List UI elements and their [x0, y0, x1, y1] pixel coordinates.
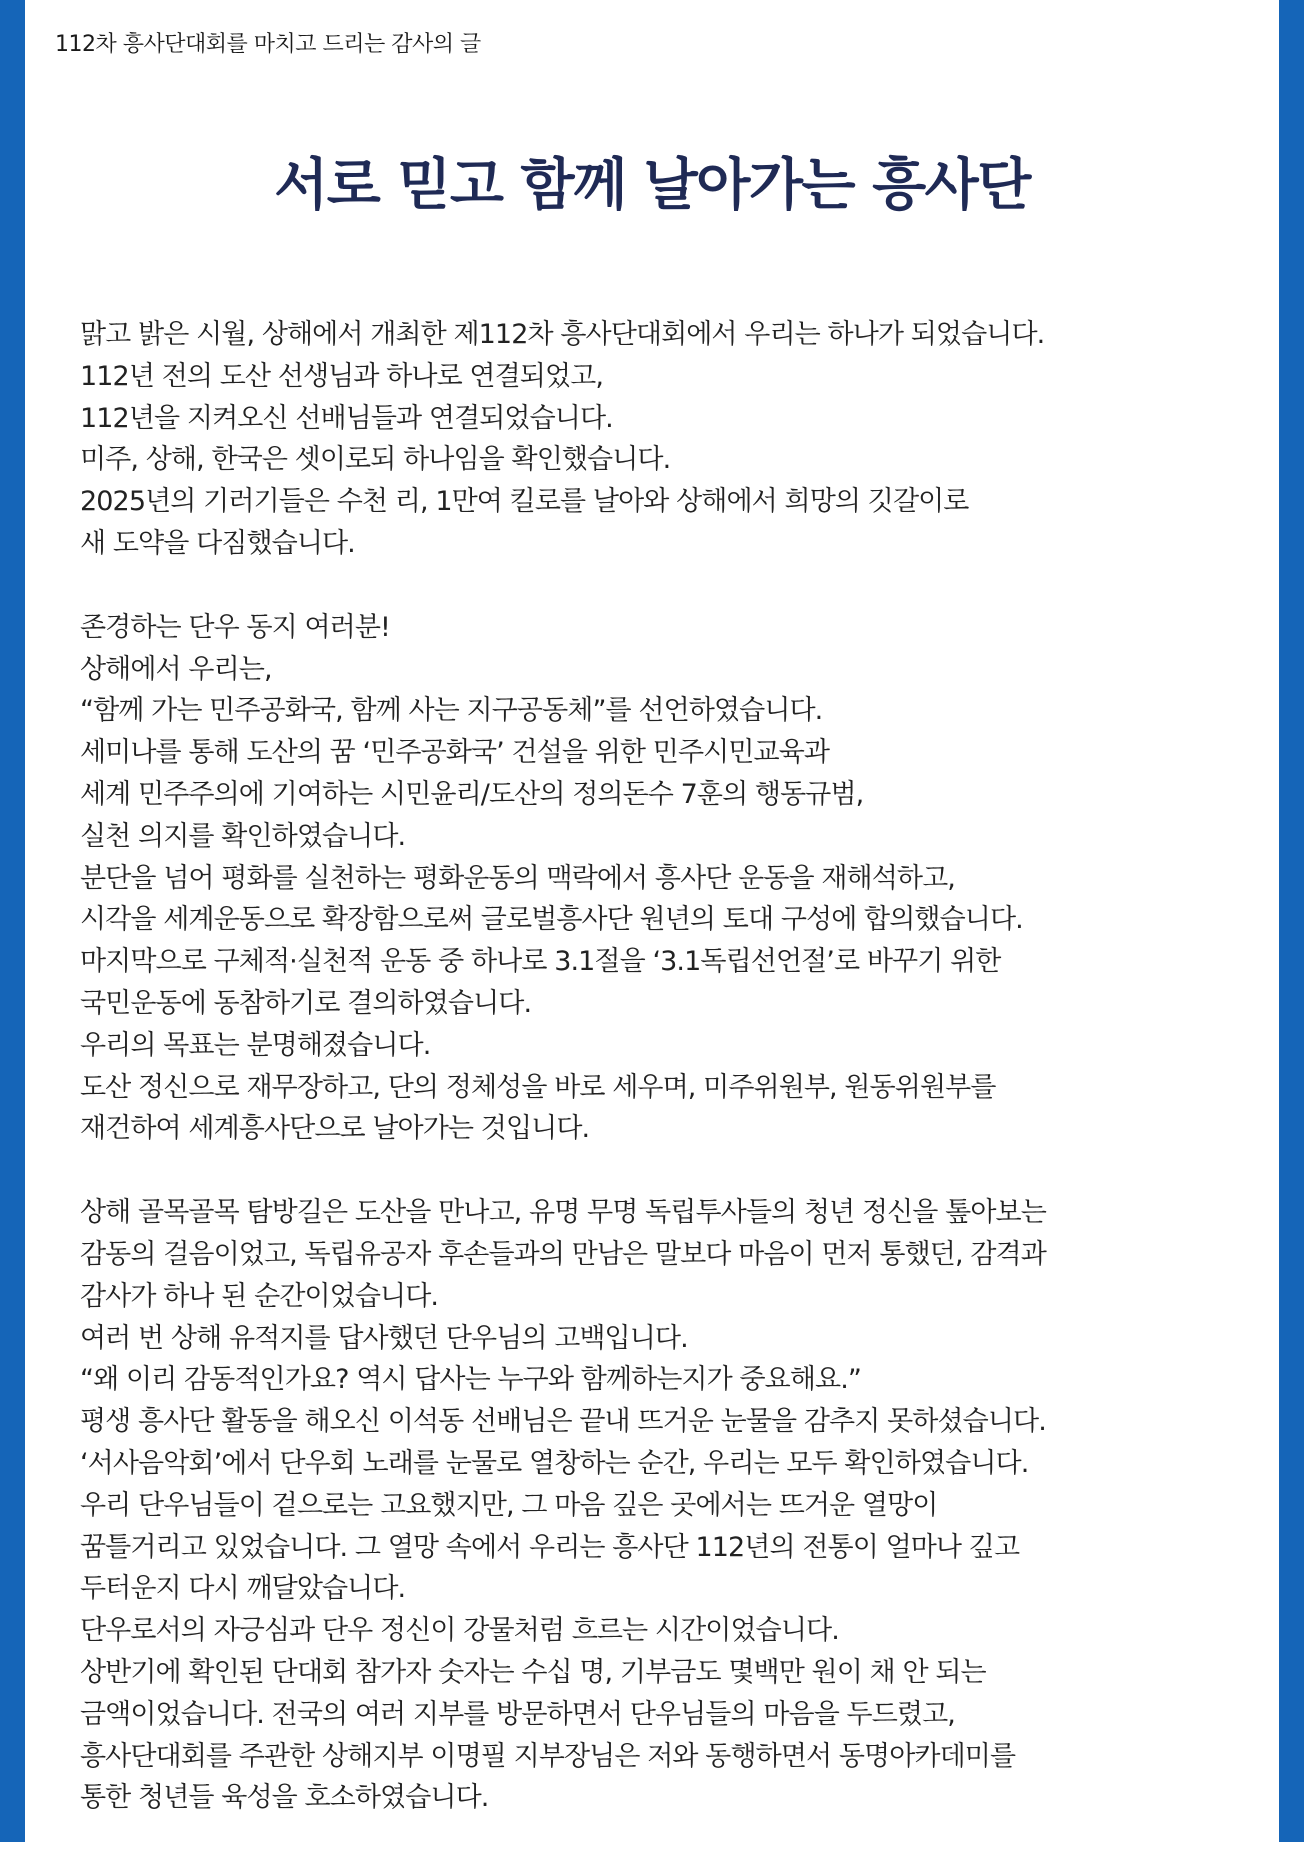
text-line: 미주, 상해, 한국은 셋이로되 하나임을 확인했습니다.: [80, 444, 671, 476]
left-accent-bar: [0, 0, 25, 1842]
text-line: 새 도약을 다짐했습니다.: [80, 527, 355, 559]
text-line: 우리 단우님들이 겉으로는 고요했지만, 그 마음 깊은 곳에서는 뜨거운 열망이: [80, 1489, 938, 1521]
text-line: 112년을 지켜오신 선배님들과 연결되었습니다.: [80, 402, 613, 434]
text-line: 존경하는 단우 동지 여러분!: [80, 611, 390, 643]
text-line: ‘서사음악회’에서 단우회 노래를 눈물로 열창하는 순간, 우리는 모두 확인하였습니다.: [80, 1447, 1029, 1479]
text-line: 재건하여 세계흥사단으로 날아가는 것입니다.: [80, 1113, 590, 1145]
paragraph-3: [80, 1192, 1270, 1819]
text-line: “왜 이리 감동적인가요? 역시 답사는 누구와 함께하는지가 중요해요.”: [80, 1364, 861, 1396]
letter-page: [25, 0, 1279, 1842]
text-line: 감동의 걸음이었고, 독립유공자 후손들과의 만남은 말보다 마음이 먼저 통했던, 감격과: [80, 1238, 1046, 1270]
text-line: 흥사단대회를 주관한 상해지부 이명필 지부장님은 저와 동행하면서 동명아카데미를: [80, 1740, 1016, 1772]
text-line: “함께 가는 민주공화국, 함께 사는 지구공동체”를 선언하였습니다.: [80, 695, 823, 727]
letter-body: [80, 314, 1270, 1861]
text-line: 마지막으로 구체적·실천적 운동 중 하나로 3.1절을 ‘3.1독립선언절’로 바꾸기 위한: [80, 946, 1001, 978]
text-line: 실천 의지를 확인하였습니다.: [80, 820, 406, 852]
text-line: 평생 흥사단 활동을 해오신 이석동 선배님은 끝내 뜨거운 눈물을 감추지 못하셨습니다.: [80, 1406, 1046, 1438]
text-line: 꿈틀거리고 있었습니다. 그 열망 속에서 우리는 흥사단 112년의 전통이 얼마나 깊고: [80, 1531, 1020, 1563]
text-line: 감사가 하나 된 순간이었습니다.: [80, 1280, 439, 1312]
text-line: 상반기에 확인된 단대회 참가자 숫자는 수십 명, 기부금도 몇백만 원이 채 안 되는: [80, 1656, 986, 1688]
paragraph-2: [80, 607, 1270, 1150]
text-line: 금액이었습니다. 전국의 여러 지부를 방문하면서 단우님들의 마음을 두드렸고,: [80, 1698, 955, 1730]
text-line: 단우로서의 자긍심과 단우 정신이 강물처럼 흐르는 시간이었습니다.: [80, 1615, 839, 1647]
paragraph-1: [80, 314, 1270, 565]
text-line: 우리의 목표는 분명해졌습니다.: [80, 1029, 431, 1061]
text-line: 112년 전의 도산 선생님과 하나로 연결되었고,: [80, 360, 604, 392]
text-line: 국민운동에 동참하기로 결의하였습니다.: [80, 987, 532, 1019]
text-line: 상해 골목골목 탐방길은 도산을 만나고, 유명 무명 독립투사들의 청년 정신을 톺아보는: [80, 1197, 1046, 1229]
page-title: 서로 믿고 함께 날아가는 흥사단: [274, 153, 1030, 218]
text-line: 2025년의 기러기들은 수천 리, 1만여 킬로를 날아와 상해에서 희망의 깃갈이로: [80, 486, 969, 518]
text-line: 분단을 넘어 평화를 실천하는 평화운동의 맥락에서 흥사단 운동을 재해석하고,: [80, 862, 955, 894]
text-line: 도산 정신으로 재무장하고, 단의 정체성을 바로 세우며, 미주위원부, 원동위원부를: [80, 1071, 996, 1103]
text-line: 통한 청년들 육성을 호소하였습니다.: [80, 1782, 489, 1814]
text-line: 세계 민주주의에 기여하는 시민윤리/도산의 정의돈수 7훈의 행동규범,: [80, 778, 864, 810]
right-accent-bar: [1279, 0, 1304, 1842]
text-line: 상해에서 우리는,: [80, 653, 272, 685]
text-line: 여러 번 상해 유적지를 답사했던 단우님의 고백입니다.: [80, 1322, 688, 1354]
text-line: 두터운지 다시 깨달았습니다.: [80, 1573, 406, 1605]
header-label: 112차 흥사단대회를 마치고 드리는 감사의 글: [55, 32, 481, 57]
text-line: 세미나를 통해 도산의 꿈 ‘민주공화국’ 건설을 위한 민주시민교육과: [80, 737, 830, 769]
text-line: 시각을 세계운동으로 확장함으로써 글로벌흥사단 원년의 토대 구성에 합의했습니다.: [80, 904, 1023, 936]
text-line: 맑고 밝은 시월, 상해에서 개최한 제112차 흥사단대회에서 우리는 하나가 되었습니다.: [80, 319, 1045, 350]
